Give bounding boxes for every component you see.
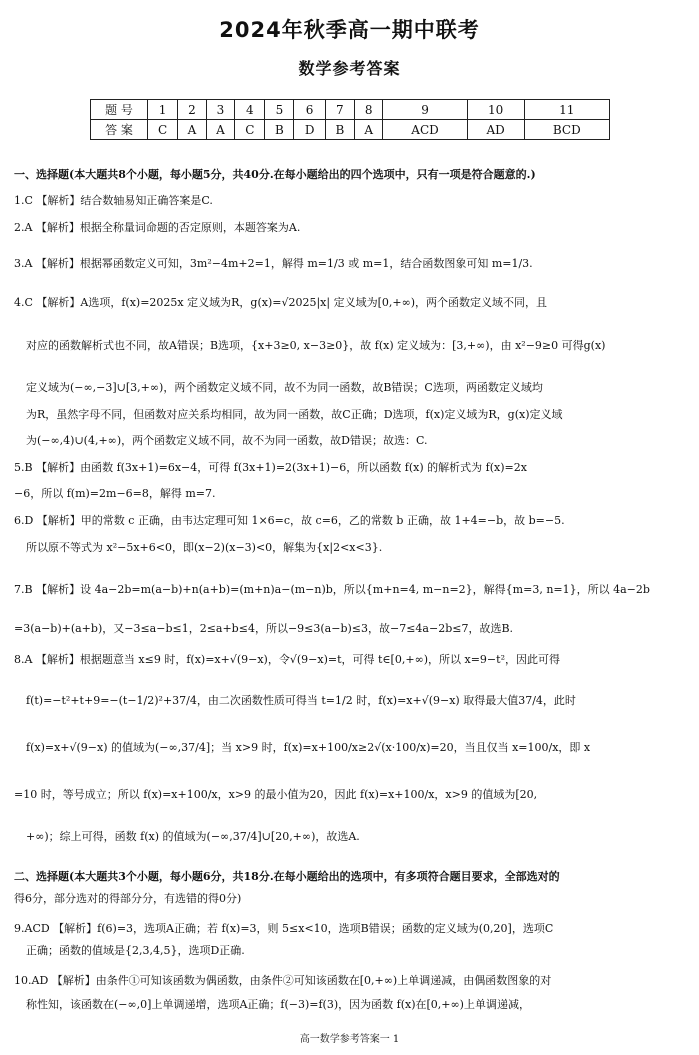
question-number: 8	[354, 100, 383, 120]
solution-line: 10.AD 【解析】由条件①可知该函数为偶函数，由条件②可知该函数在[0,+∞)上单调递减，由偶函数图象的对	[14, 974, 552, 987]
solution-line: 9.ACD 【解析】f(6)=3，选项A正确；若 f(x)=3，则 5≤x<10，选项B错误；函数的定义域为(0,20]，选项C	[14, 922, 554, 935]
question-number: 1	[148, 100, 178, 120]
page-footer: 高一数学参考答案一 1	[299, 1034, 400, 1045]
solution-line: 5.B 【解析】由函数 f(3x+1)=6x−4，可得 f(3x+1)=2(3x+1)−6，所以函数 f(x) 的解析式为 f(x)=2x	[14, 461, 527, 474]
question-number: 9	[383, 100, 467, 120]
question-number: 11	[524, 100, 609, 120]
solution-line: =10 时，等号成立；所以 f(x)=x+100/x，x>9 的最小值为20，因此 f(x)=x+100/x，x>9 的值域为[20,	[14, 788, 538, 801]
question-number: 6	[294, 100, 325, 120]
answer-table	[90, 99, 610, 140]
section-heading-cont: 得6分，部分选对的得部分分，有选错的得0分)	[14, 892, 242, 905]
solution-line: 3.A 【解析】根据幂函数定义可知，3m²−4m+2=1，解得 m=1/3 或 m=1，结合函数图象可知 m=1/3.	[14, 257, 533, 270]
solution-line: 2.A 【解析】根据全称量词命题的否定原则，本题答案为A.	[14, 221, 301, 234]
section-heading: 二、选择题(本大题共3个小题，每小题6分，共18分.在每小题给出的选项中，有多项符合题目要求，全部选对的	[14, 870, 560, 883]
solution-line: =3(a−b)+(a+b)，又−3≤a−b≤1，2≤a+b≤4，所以−9≤3(a−b)≤3，故−7≤4a−2b≤7，故选B.	[14, 622, 514, 635]
answer-cell: B	[265, 120, 294, 140]
question-number: 10	[467, 100, 524, 120]
solution-line: 1.C 【解析】结合数轴易知正确答案是C.	[14, 194, 213, 207]
solution-line: 正确；函数的值域是{2,3,4,5}，选项D正确.	[26, 944, 245, 957]
answer-cell: A	[206, 120, 235, 140]
solution-line: 8.A 【解析】根据题意当 x≤9 时，f(x)=x+√(9−x)，令√(9−x)=t，可得 t∈[0,+∞)，所以 x=9−t²，因此可得	[14, 653, 560, 666]
section-heading: 一、选择题(本大题共8个小题，每小题5分，共40分.在每小题给出的四个选项中，只有一项是符合题意的.)	[14, 168, 536, 181]
question-number: 5	[265, 100, 294, 120]
answer-cell: BCD	[524, 120, 609, 140]
solution-line: 6.D 【解析】甲的常数 c 正确，由韦达定理可知 1×6=c，故 c=6，乙的常数 b 正确，故 1+4=−b，故 b=−5.	[14, 514, 565, 527]
solution-line: 4.C 【解析】A选项，f(x)=2025x 定义域为R，g(x)=√2025|x| 定义域为[0,+∞)，两个函数定义域不同，且	[14, 296, 548, 309]
answer-cell: A	[178, 120, 207, 140]
question-number: 7	[325, 100, 354, 120]
answer-cell: C	[235, 120, 265, 140]
answer-cell: AD	[467, 120, 524, 140]
answer-table-row-label: 答 案	[91, 120, 148, 140]
answer-cell: C	[148, 120, 178, 140]
solution-line: 定义域为(−∞,−3]∪[3,+∞)，两个函数定义域不同，故不为同一函数，故B错误；C选项，两函数定义域均	[26, 381, 543, 394]
answer-cell: ACD	[383, 120, 467, 140]
solution-line: 7.B 【解析】设 4a−2b=m(a−b)+n(a+b)=(m+n)a−(m−n)b，所以{m+n=4, m−n=2}，解得{m=3, n=1}，所以 4a−2b	[14, 583, 650, 596]
solution-line: 称性知，该函数在(−∞,0]上单调递增，选项A正确；f(−3)=f(3)，因为函数 f(x)在[0,+∞)上单调递减，	[26, 998, 530, 1011]
answer-cell: B	[325, 120, 354, 140]
answer-table-answer-row	[91, 120, 610, 140]
page-title: 2024年秋季高一期中联考	[219, 18, 480, 42]
solution-line: 对应的函数解析式也不同，故A错误；B选项，{x+3≥0, x−3≥0}，故 f(x) 定义域为：[3,+∞)，由 x²−9≥0 可得g(x)	[26, 339, 606, 352]
question-number: 3	[206, 100, 235, 120]
solution-line: +∞)；综上可得，函数 f(x) 的值域为(−∞,37/4]∪[20,+∞)，故选A.	[26, 830, 360, 843]
solution-line: f(t)=−t²+t+9=−(t−1/2)²+37/4，由二次函数性质可得当 t=1/2 时，f(x)=x+√(9−x) 取得最大值37/4，此时	[26, 694, 576, 707]
solution-line: 所以原不等式为 x²−5x+6<0，即(x−2)(x−3)<0，解集为{x|2<x<3}.	[26, 541, 383, 554]
solution-line: −6，所以 f(m)=2m−6=8，解得 m=7.	[14, 487, 216, 500]
question-number: 4	[235, 100, 265, 120]
solution-line: 为R，虽然字母不同，但函数对应关系均相同，故为同一函数，故C正确；D选项，f(x)定义域为R，g(x)定义域	[26, 408, 563, 421]
answer-cell: D	[294, 120, 325, 140]
answer-table-row-label: 题 号	[91, 100, 148, 120]
solution-line: 为(−∞,4)∪(4,+∞)，两个函数定义域不同，故不为同一函数，故D错误；故选：C.	[26, 434, 428, 447]
question-number: 2	[178, 100, 207, 120]
answer-table-number-row	[91, 100, 610, 120]
answer-cell: A	[354, 120, 383, 140]
solution-line: f(x)=x+√(9−x) 的值域为(−∞,37/4]；当 x>9 时，f(x)=x+100/x≥2√(x·100/x)=20，当且仅当 x=100/x，即 x	[26, 741, 591, 754]
page-subtitle: 数学参考答案	[298, 59, 401, 78]
